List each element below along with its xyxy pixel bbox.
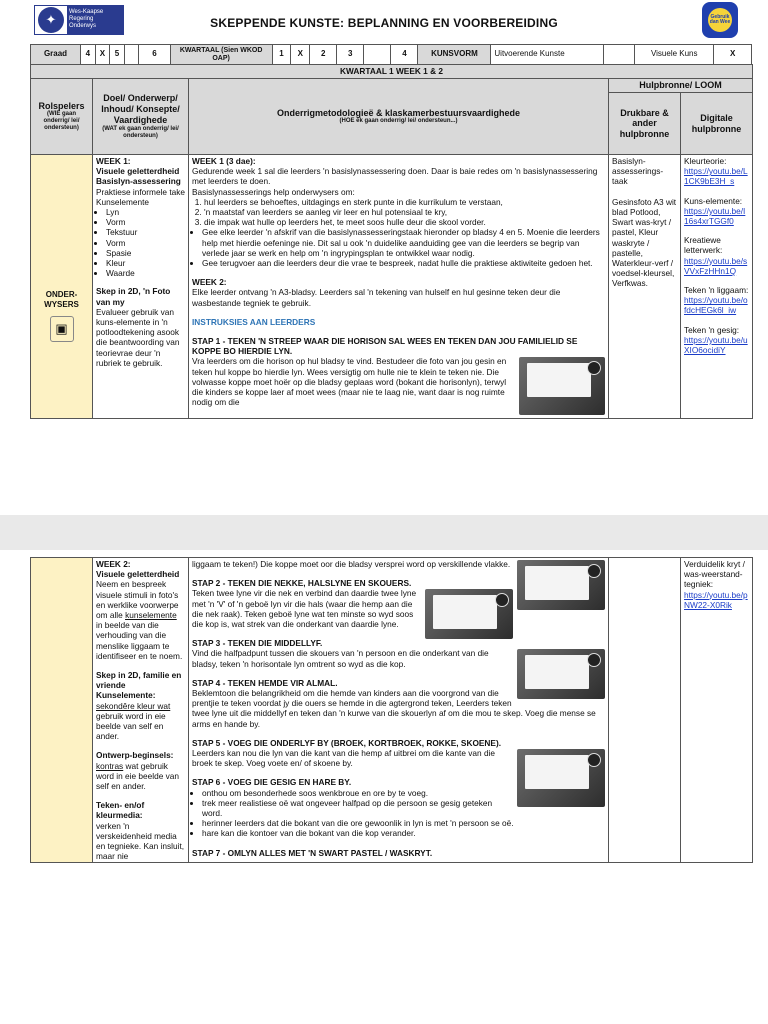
baseline-list: 1. hul leerders se behoeftes, uitdagings en sterk punte in die kurrikulum te verstaan, 2. 'n maatstaf van leerders se aanleg vir leer en hul potensiaal te kry, 3. die impak wat hulle op leerders het, te meet soos hulle deur die skool vorder. [204,197,605,228]
term-1-mark: X [291,45,310,65]
col-printable: Drukbare & ander hulpbronne [609,93,681,155]
brand-logo-text: Gebruik dan Wee [708,8,732,32]
term-1: 1 [272,45,291,65]
logo-text: Wes-Kaapse Regering Onderwys [67,6,123,34]
performing-arts: Uitvoerende Kunste [491,45,604,65]
goal-cell: WEEK 1: Visuele geletterdheid Basislyn-assessering Praktiese informele take Kunselemente • Lyn • Vorm • Tekstuur • Vorm • Spasie • Kleur • Waarde Skep in 2D, 'n Foto van my Evalueer gebruik van kuns-elemente in 'n potloodtekening asook die beantwoording van teorievrae deur 'n rubriek te gebruik. [93,155,189,419]
method-cell: WEEK 1 (3 dae): Gedurende week 1 sal die leerders 'n basislynassessering doen. Daar is baie redes om 'n basislynassessering met leerders te doen. Basislynassesserings help onderwysers om: 1. hul leerders se behoeftes, uitdagings en sterk punte in die kurrikulum te verstaan, 2. 'n maatstaf van leerders se aanleg vir leer en hul potensiaal te kry, 3. die impak wat hulle op leerders het, te meet soos hulle deur die skool vorder. • Gee elke leerder 'n afskrif van die basislynassesseringstaak hieronder op bladsy 4 en 5. Moenie die leerders help met hierdie oefeninge nie. Dit sal u ook 'n duidelike aanduiding gee van die leerders se begrip van verlede jaar se werk en help om 'n ingrypingsplan te ontwikkel waar nodig. • Gee terugvoer aan die leerders deur die vrae te bespreek, nadat hulle die praktiese aktiwiteite gedoen het. WEEK 2: Elke leerder ontvang 'n A3-bladsy. Leerders sal 'n tekening van hulself en hul gesinne teken deur die wasbestande tegniek te gebruik. INSTRUKSIES AAN LEERDERS STAP 1 - TEKEN 'N STREEP WAAR DIE HORISON SAL WEES EN TEKEN DAN JOU FAMILIELID SE KOPPE BO HIERDIE LYN. Vra leerders om die horison op hul bladsy te vind. Bestudeer die foto van jou gesin en teken hul koppe bo hierdie lyn. Wees versigtig om hulle nie te klein te teken nie. Die volwasse koppe moet hoër op die bladsy geplaas word (bokant die horisonlyn), terwyl die kinders se koppe laer af moet wees (maar nie te laag nie, want daar is nog ruimte nodig om die [189,155,609,419]
document-header [0,0,768,44]
term-4: 4 [391,45,418,65]
art-form-label: KUNSVORM [418,45,491,65]
col-roles: Rolspelers (WIE gaan onderrig/ lei/ ondersteun) [31,79,93,155]
teacher-icon: ▣ [50,316,74,342]
link-wasweerstand[interactable]: https://youtu.be/pNW22-X0Rik [684,589,748,610]
term-2: 2 [310,45,337,65]
term-3: 3 [337,45,364,65]
example-photo-1 [519,357,605,415]
elements-list: • Lyn • Vorm • Tekstuur • Vorm • Spasie • Kleur • Waarde [106,207,185,278]
link-liggaam[interactable]: https://youtu.be/ofdcHEGk6l_iw [684,295,748,316]
page-2 [0,550,768,1024]
col-goal: Doel/ Onderwerp/ Inhoud/ Konsepte/ Vaardighede (WAT ek gaan onderrig/ lei/ ondersteun) [93,79,189,155]
crest-icon: ✦ [38,7,64,33]
example-photo-4 [517,649,605,699]
link-gesig[interactable]: https://youtu.be/uXIO6ocidiY [684,334,748,356]
digital-resources-2: Verduidelik kryt / was-weerstand-tegniek: https://youtu.be/pNW22-X0Rik [681,558,753,863]
method-cell-2: liggaam te teken!) Die koppe moet oor die bladsy versprei word op verskillende vlakke. STAP 2 - TEKEN DIE NEKKE, HALSLYNE EN SKOUERS. Teken twee lyne vir die nek en verbind dan daardie twee lyne met 'n 'V' of 'n geboë lyn vir die hals (waar die hemp aan die die nek raak). Teken geboë lyne wat ten minste so wyd soos die kop is, wat strek van die onderkant van daardie lyne. STAP 3 - TEKEN DIE MIDDELLYF. Vind die halfpadpunt tussen die skouers van 'n persoon en die onderkant van die bladsy, teken 'n horisontale lyn omtrent so wyd as die kop. STAP 4 - TEKEN HEMDE VIR ALMAL. Beklemtoon die belangrikheid om die hemde van kinders aan die voorgrond van die prentjie te teken voordat jy die ouers se hemde in die agtergrond teken, Leerders teken twee lyne uit die middellyf en teken dan 'n kurwe van die skouerlyn af om die mou te skep. Voeg die mense se arms en hande by. STAP 5 - VOEG DIE ONDERLYF BY (BROEK, KORTBROEK, ROKKE, SKOENE). Leerders kan nou die lyn van die kant van die hemp af uitbrei om die kante van die broek te skep. Voeg voete en/ of skoene by. STAP 6 - VOEG DIE GESIG EN HARE BY. • onthou om besonderhede soos wenkbroue en ore by te voeg. • trek meer realistiese oë wat ongeveer halfpad op die persoon se gesig geteken word. • herinner leerders dat die bokant van die ore gewoonlik in lyn is met 'n persoon se oë. • hare kan die kontoer van die bokant van die kop verander. STAP 7 - OMLYN ALLES MET 'N SWART PASTEL / WASKRYT. [189,558,609,863]
printable-resources-2 [609,558,681,863]
goal-cell-2: WEEK 2: Visuele geletterdheid Neem en bespreek visuele stimuli in foto's en werklike voorwerpe om alle kunselemente in beelde van die verhouding van die menslike liggaam te identifiseer en te noem. Skep in 2D, familie en vriende Kunselemente: sekondêre kleur wat gebruik word in eie beelde van self en ander. Ontwerp-beginsels: kontras wat gebruik word in eie beelde van self en ander. Teken- en/of kleurmedia: verken 'n verskeidenheid media en tegnieke. Kan insluit, maar nie [93,558,189,863]
example-photo-2 [517,560,605,610]
role-cell-2 [31,558,93,863]
grade-5: 5 [110,45,125,65]
link-kunselemente[interactable]: https://youtu.be/I16s4xrTGGf0 [684,205,746,227]
document-title: SKEPPENDE KUNSTE: BEPLANNING EN VOORBEREIDING [210,16,558,30]
link-letterwerk[interactable]: https://youtu.be/sVVxFzHHn1Q [684,255,748,276]
page-gap [0,515,768,550]
instructions-heading: INSTRUKSIES AAN LEERDERS [192,316,316,327]
step6-list: • onthou om besonderhede soos wenkbroue en ore by te voeg. • trek meer realistiese oë wat ongeveer halfpad op die persoon se gesig geteken word. • herinner leerders dat die bokant van die ore gewoonlik in lyn is met 'n persoon se oë. • hare kan die kontoer van die bokant van die kop verander. [202,788,605,839]
grade-6: 6 [139,45,170,65]
grade-table [30,44,752,65]
example-photo-3 [425,589,513,639]
col-digital: Digitale hulpbronne [681,93,753,155]
example-photo-5 [517,749,605,807]
digital-resources: Kleurteorie: https://youtu.be/L1CK9bE3H_s Kuns-elemente: https://youtu.be/I16s4xrTGGf0 Kreatiewe letterwerk: https://youtu.be/sVVxFzHHn1Q Teken 'n liggaam: https://youtu.be/ofdcHEGk6l_iw Teken 'n gesig: https://youtu.be/uXIO6ocidiY [681,155,753,419]
visual-arts: Visuele Kuns [635,45,714,65]
link-kleurteorie[interactable]: https://youtu.be/L1CK9bE3H_s [684,166,748,187]
col-resources: Hulpbronne/ LOOM [609,79,753,93]
grade-label: Graad [31,45,81,65]
printable-resources: Basislyn-assesserings-taak Gesinsfoto A3 wit blad Potlood, Swart was-kryt / pastel, Kleur waskryte / pastelle, Waterkleur-verf / voedsel-kleursel, Verfkwas. [609,155,681,419]
brand-logo [702,2,738,38]
term-label: KWARTAAL (Sien WKOD OAP) [170,45,272,65]
visual-arts-mark: X [714,45,752,65]
grade-4: 4 [81,45,96,65]
week-banner: KWARTAAL 1 WEEK 1 & 2 [31,65,753,79]
role-teachers: ONDER-WYSERS [44,290,79,310]
col-methodology: Onderrigmetodologieë & klaskamerbestuursvaardighede (HOE ek gaan onderrig/ lei/ ondersteun...) [189,79,609,155]
grade-4-mark: X [95,45,110,65]
planning-table [30,64,753,419]
role-cell [31,155,93,419]
planning-table-continued [30,557,753,863]
